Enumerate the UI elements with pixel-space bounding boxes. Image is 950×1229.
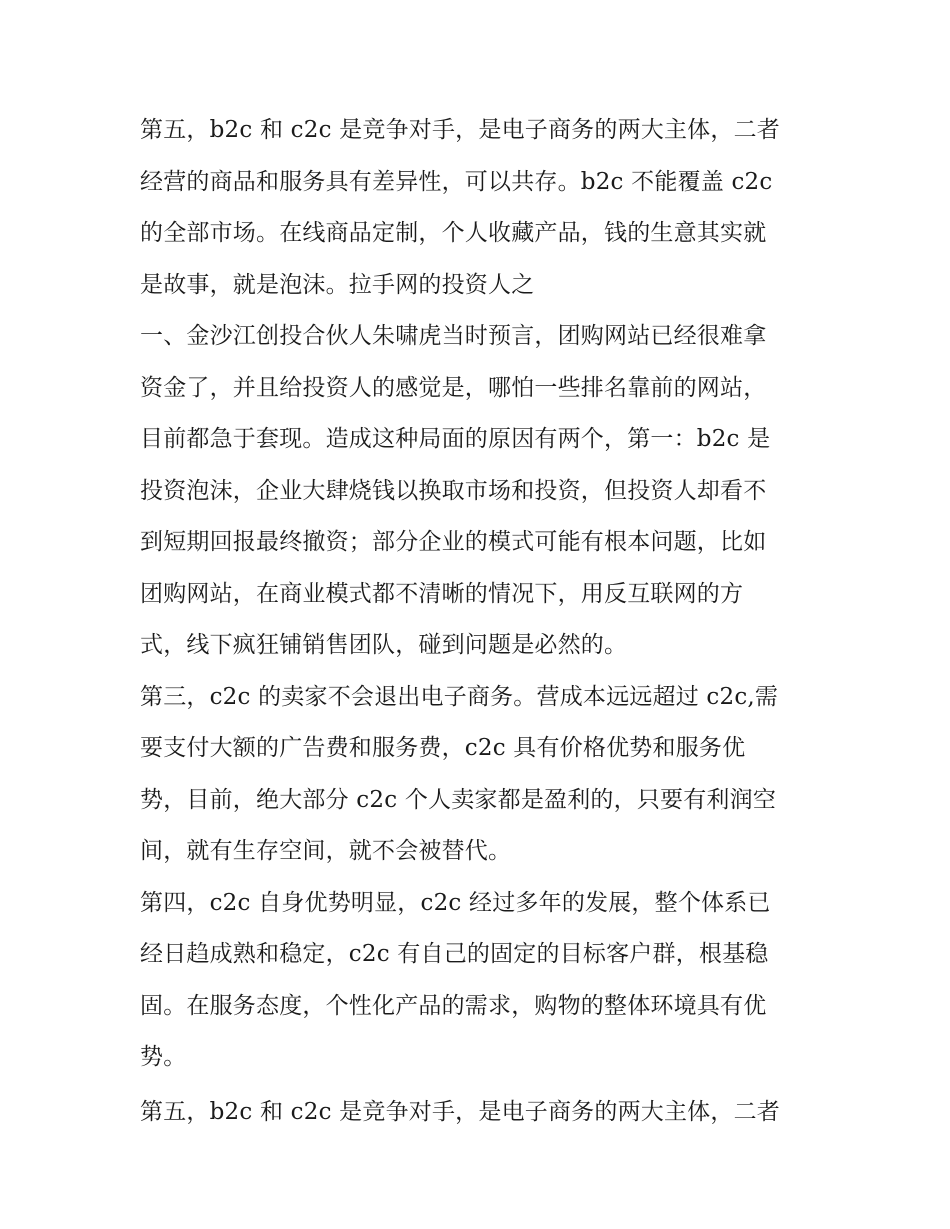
text-line: 团购网站，在商业模式都不清晰的情况下，用反互联网的方 [140,580,744,607]
text-line: 固。在服务态度，个性化产品的需求，购物的整体环境具有优 [140,992,767,1019]
text-line: 间，就有生存空间，就不会被替代。 [140,838,512,864]
text-line: 势。 [140,1044,187,1070]
text-line: 第四，c2c 自身优势明显，c2c 经过多年的发展，整个体系已 [140,889,771,916]
body-text [140,105,820,1138]
text-line: 资金了，并且给投资人的感觉是，哪怕一些排名靠前的网站， [140,374,767,401]
text-line: 经营的商品和服务具有差异性，可以共存。b2c 不能覆盖 c2c [140,168,773,195]
text-line: 一、金沙江创投合伙人朱啸虎当时预言，团购网站已经很难拿 [140,323,767,349]
text-line: 的全部市场。在线商品定制，个人收藏产品，钱的生意其实就 [140,220,767,246]
text-line: 第五，b2c 和 c2c 是竞争对手，是电子商务的两大主体，二者 [140,1098,780,1125]
text-line: 经日趋成熟和稳定，c2c 有自己的固定的目标客户群，根基稳 [140,941,769,967]
text-line: 目前都急于套现。造成这种局面的原因有两个，第一：b2c 是 [140,426,771,452]
text-line: 到短期回报最终撤资；部分企业的模式可能有根本问题，比如 [140,529,767,555]
text-line: 第三，c2c 的卖家不会退出电子商务。营成本远远超过 c2c,需 [140,683,779,710]
text-line: 是故事，就是泡沫。拉手网的投资人之 [140,271,535,298]
text-line: 投资泡沫，企业大肆烧钱以换取市场和投资，但投资人却看不 [140,477,767,504]
text-line: 要支付大额的广告费和服务费，c2c 具有价格优势和服务优 [140,735,746,761]
text-line: 式，线下疯狂铺销售团队，碰到问题是必然的。 [140,632,628,658]
text-line: 第五，b2c 和 c2c 是竞争对手，是电子商务的两大主体，二者 [140,117,780,143]
text-line: 势，目前，绝大部分 c2c 个人卖家都是盈利的，只要有利润空 [140,786,777,813]
